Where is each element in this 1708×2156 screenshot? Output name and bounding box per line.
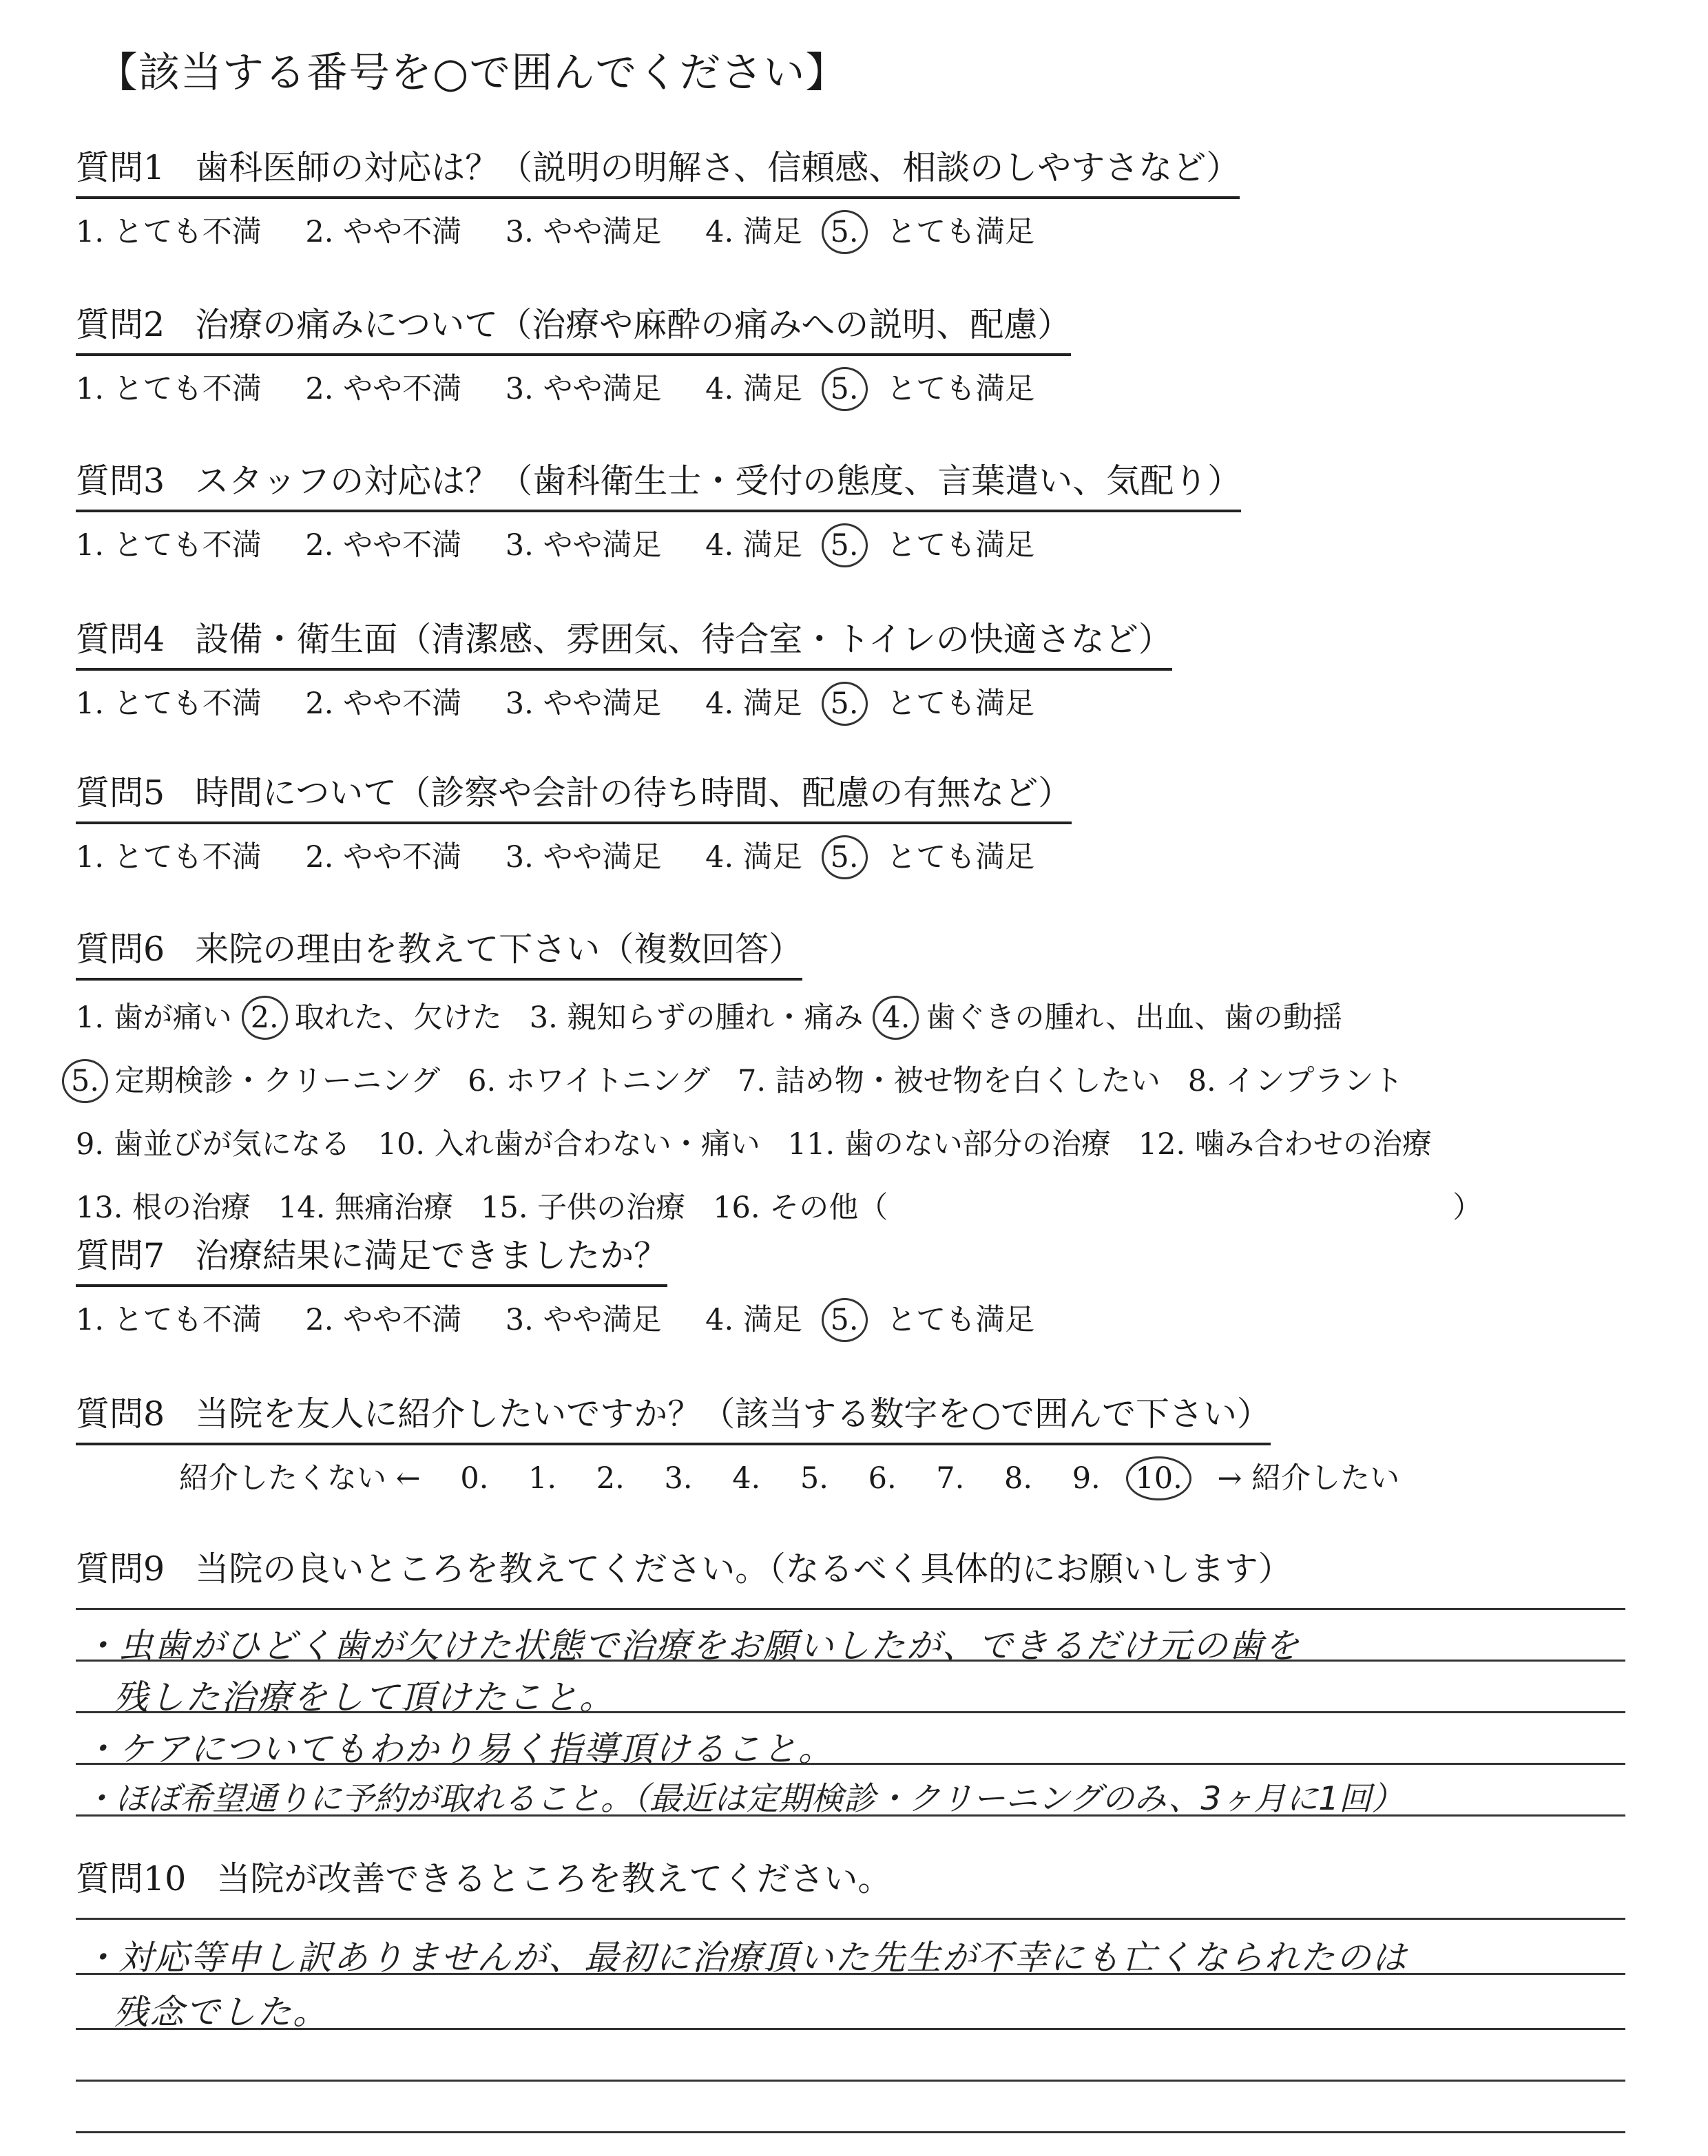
option-3[interactable]: 3. やや満足 <box>505 215 662 249</box>
question-1 <box>76 141 1240 254</box>
scale-5[interactable]: 5. <box>800 1461 829 1496</box>
question-number: 質問8 <box>76 1394 165 1434</box>
question-number: 質問5 <box>76 773 165 813</box>
answer-line <box>76 1608 1625 1610</box>
question-text: 当院の良いところを教えてください。（なるべく具体的にお願いします） <box>195 1549 1292 1589</box>
recommend-scale <box>179 1455 1430 1500</box>
option-5-label: とても満足 <box>886 687 1035 721</box>
scale-6[interactable]: 6. <box>868 1461 897 1496</box>
scale-2[interactable]: 2. <box>596 1461 625 1496</box>
question-text: 来院の理由を教えて下さい（複数回答） <box>195 930 803 969</box>
question-text: 当院を友人に紹介したいですか？（該当する数字を○で囲んで下さい） <box>195 1394 1271 1434</box>
answer-options <box>76 680 1172 726</box>
option-4[interactable]: 4. 満足 <box>705 215 802 249</box>
option-3[interactable]: 3. やや満足 <box>505 840 662 875</box>
option-5-label: とても満足 <box>886 840 1035 875</box>
question-number: 質問1 <box>76 148 165 187</box>
handwritten-answer-line-2: 残した治療をして頂けたこと。 <box>114 1677 615 1717</box>
q10-answer-area[interactable] <box>76 1904 1625 2138</box>
question-4-title <box>76 613 1172 671</box>
option-4[interactable]: 4. 満足 <box>705 1303 802 1337</box>
answer-options <box>76 209 1240 254</box>
question-8 <box>76 1388 1430 1500</box>
question-1-title <box>76 141 1240 199</box>
option-5-label: とても満足 <box>886 215 1035 249</box>
reason-8[interactable]: 8. インプラント <box>1187 1064 1404 1098</box>
option-3[interactable]: 3. やや満足 <box>505 687 662 721</box>
scale-4[interactable]: 4. <box>732 1461 761 1496</box>
option-5-label: とても満足 <box>886 372 1035 406</box>
question-7 <box>76 1229 1069 1342</box>
question-4 <box>76 613 1172 726</box>
reason-5-selected[interactable] <box>62 1049 108 1113</box>
question-text: 治療結果に満足できましたか？ <box>195 1236 668 1275</box>
question-2 <box>76 298 1071 411</box>
reason-7[interactable]: 7. 詰め物・被せ物を白くしたい <box>738 1064 1160 1098</box>
reason-6[interactable]: 6. ホワイトニング <box>468 1064 710 1098</box>
selection-circle: 10. <box>1126 1456 1191 1500</box>
option-2[interactable]: 2. やや不満 <box>305 528 462 563</box>
scale-7[interactable]: 7. <box>936 1461 965 1496</box>
page-title: 【該当する番号を○で囲んでください】 <box>96 49 848 97</box>
selection-circle: 5. <box>822 1298 868 1342</box>
reason-row-3 <box>76 1113 1482 1176</box>
reason-12[interactable]: 12. 噛み合わせの治療 <box>1138 1127 1432 1162</box>
selection-circle: 5. <box>822 367 868 411</box>
handwritten-answer-line-3: ・ケアについてもわかり易く指導頂けること。 <box>83 1729 834 1769</box>
reason-2-label: 取れた、欠けた <box>294 1001 502 1035</box>
option-2[interactable]: 2. やや不満 <box>305 687 462 721</box>
option-5-label: とても満足 <box>886 528 1035 563</box>
option-3[interactable]: 3. やや満足 <box>505 528 662 563</box>
scale-0[interactable]: 0. <box>460 1461 489 1496</box>
question-text: 当院が改善できるところを教えてください。 <box>216 1859 892 1898</box>
option-5-selected[interactable] <box>822 210 868 254</box>
question-9 <box>76 1542 1292 1591</box>
option-1[interactable]: 1. とても不満 <box>76 215 262 249</box>
question-5 <box>76 766 1072 879</box>
question-10 <box>76 1852 891 1901</box>
question-number: 質問7 <box>76 1236 165 1275</box>
option-2[interactable]: 2. やや不満 <box>305 372 462 406</box>
option-1[interactable]: 1. とても不満 <box>76 840 262 875</box>
scale-10-selected[interactable] <box>1126 1456 1191 1500</box>
option-5-selected[interactable] <box>822 523 868 567</box>
reason-4-label: 歯ぐきの腫れ、出血、歯の動揺 <box>926 1001 1343 1035</box>
scale-1[interactable]: 1. <box>528 1461 557 1496</box>
reason-3[interactable]: 3. 親知らずの腫れ・痛み <box>529 1001 864 1035</box>
option-5-label: とても満足 <box>886 1303 1035 1337</box>
selection-circle: 5. <box>62 1059 108 1103</box>
option-1[interactable]: 1. とても不満 <box>76 1303 262 1337</box>
answer-line <box>76 2131 1625 2133</box>
selection-circle: 5. <box>822 523 868 567</box>
question-9-title <box>76 1542 1292 1591</box>
question-number: 質問4 <box>76 620 165 659</box>
option-4[interactable]: 4. 満足 <box>705 687 802 721</box>
question-text: 設備・衛生面（清潔感、雰囲気、待合室・トイレの快適さなど） <box>195 620 1172 659</box>
reason-9[interactable]: 9. 歯並びが気になる <box>76 1127 351 1162</box>
question-6-title <box>76 923 802 981</box>
answer-options <box>76 1297 1069 1342</box>
answer-line <box>76 2080 1625 2082</box>
answer-options <box>76 522 1241 567</box>
other-paren-close: ） <box>1452 1191 1483 1225</box>
question-text: 時間について（診察や会計の待ち時間、配慮の有無など） <box>195 773 1072 813</box>
option-2[interactable]: 2. やや不満 <box>305 1303 462 1337</box>
question-3-title <box>76 454 1241 512</box>
question-8-title <box>76 1388 1271 1445</box>
question-number: 質問3 <box>76 461 165 501</box>
handwritten-answer-line-1: ・虫歯がひどく歯が欠けた状態で治療をお願いしたが、できるだけ元の歯を <box>83 1626 1300 1666</box>
handwritten-answer-line-2: 残念でした。 <box>114 1992 329 2032</box>
handwritten-answer-line-4: ・ほぼ希望通りに予約が取れること。（最近は定期検診・クリーニングのみ、3ヶ月に1回） <box>83 1780 1404 1818</box>
reason-16-other[interactable]: 16. その他（ <box>713 1191 888 1225</box>
scale-left-label: 紹介したくない ← <box>179 1461 421 1496</box>
question-number: 質問6 <box>76 930 165 969</box>
reason-13[interactable]: 13. 根の治療 <box>76 1191 251 1225</box>
reason-1[interactable]: 1. 歯が痛い <box>76 1001 232 1035</box>
question-number: 質問2 <box>76 305 165 344</box>
option-5-selected[interactable] <box>822 835 868 879</box>
reason-row-2 <box>62 1049 1482 1113</box>
selection-circle: 4. <box>873 996 919 1040</box>
option-3[interactable]: 3. やや満足 <box>505 1303 662 1337</box>
reason-5-label: 定期検診・クリーニング <box>115 1064 441 1098</box>
question-7-title <box>76 1229 667 1287</box>
question-3 <box>76 454 1241 567</box>
question-10-title <box>76 1852 891 1901</box>
question-number: 質問9 <box>76 1549 165 1589</box>
reason-4-selected[interactable] <box>873 986 919 1049</box>
q9-answer-area[interactable] <box>76 1598 1625 1832</box>
option-2[interactable]: 2. やや不満 <box>305 215 462 249</box>
selection-circle: 5. <box>822 210 868 254</box>
scale-right-label: → 紹介したい <box>1217 1461 1400 1496</box>
selection-circle: 2. <box>242 996 288 1040</box>
reason-2-selected[interactable] <box>242 986 288 1049</box>
question-text: スタッフの対応は？（歯科衛生士・受付の態度、言葉遣い、気配り） <box>195 461 1242 501</box>
question-6 <box>71 923 1483 1239</box>
reason-row-1 <box>76 986 1482 1049</box>
question-text: 治療の痛みについて（治療や麻酔の痛みへの説明、配慮） <box>195 305 1072 344</box>
handwritten-answer-line-1: ・対応等申し訳ありませんが、最初に治療頂いた先生が不幸にも亡くなられたのは <box>83 1938 1408 1978</box>
reason-options <box>71 986 1483 1239</box>
option-3[interactable]: 3. やや満足 <box>505 372 662 406</box>
selection-circle: 5. <box>822 835 868 879</box>
answer-options <box>76 834 1072 879</box>
option-4[interactable]: 4. 満足 <box>705 528 802 563</box>
question-number: 質問10 <box>76 1859 187 1898</box>
reason-11[interactable]: 11. 歯のない部分の治療 <box>787 1127 1111 1162</box>
option-4[interactable]: 4. 満足 <box>705 840 802 875</box>
option-2[interactable]: 2. やや不満 <box>305 840 462 875</box>
answer-line <box>76 1918 1625 1920</box>
question-text: 歯科医師の対応は？（説明の明解さ、信頼感、相談のしやすさなど） <box>195 148 1240 187</box>
option-4[interactable]: 4. 満足 <box>705 372 802 406</box>
option-5-selected[interactable] <box>822 367 868 411</box>
option-1[interactable]: 1. とても不満 <box>76 528 262 563</box>
option-5-selected[interactable] <box>822 682 868 726</box>
reason-10[interactable]: 10. 入れ歯が合わない・痛い <box>377 1127 760 1162</box>
selection-circle: 5. <box>822 682 868 726</box>
answer-options <box>76 366 1071 411</box>
scale-9[interactable]: 9. <box>1072 1461 1101 1496</box>
question-5-title <box>76 766 1072 824</box>
scale-8[interactable]: 8. <box>1004 1461 1033 1496</box>
option-5-selected[interactable] <box>822 1298 868 1342</box>
question-2-title <box>76 298 1071 356</box>
scale-3[interactable]: 3. <box>664 1461 693 1496</box>
reason-15[interactable]: 15. 子供の治療 <box>481 1191 686 1225</box>
option-1[interactable]: 1. とても不満 <box>76 687 262 721</box>
reason-14[interactable]: 14. 無痛治療 <box>278 1191 454 1225</box>
option-1[interactable]: 1. とても不満 <box>76 372 262 406</box>
